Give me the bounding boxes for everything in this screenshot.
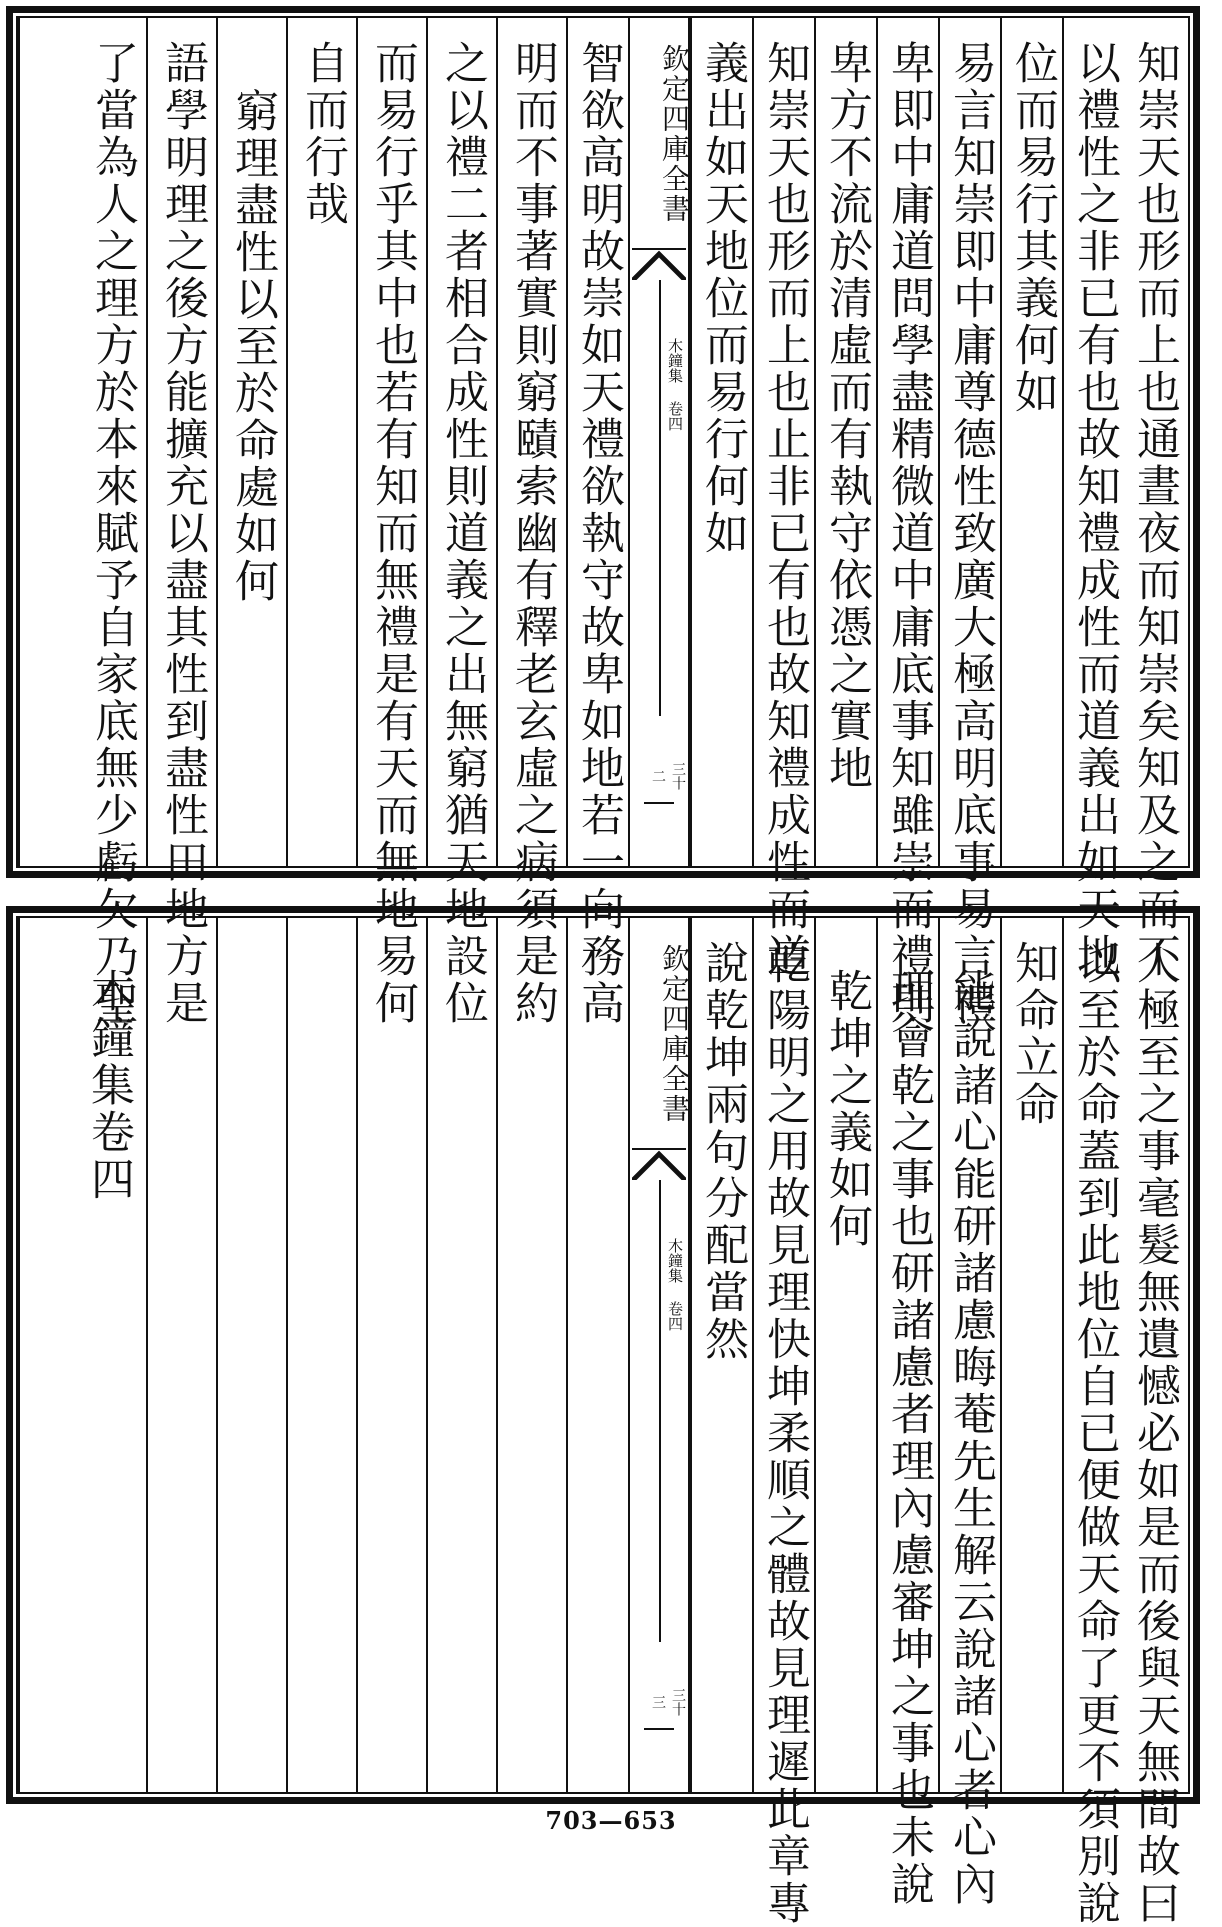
top-page xyxy=(6,6,1200,1027)
bottom-column-14 xyxy=(216,918,286,1792)
top-gutter-book xyxy=(636,338,684,448)
top-column-9-text: 智欲高明故崇如天禮欲執守故卑如地若一向務高 xyxy=(573,40,624,1027)
top-column-11-text: 之以禮二者相合成性則道義之出無窮猶天地設位 xyxy=(437,40,488,1027)
top-column-3 xyxy=(1000,18,1062,866)
top-gutter-volume: 卷四 xyxy=(666,401,684,431)
top-column-7 xyxy=(752,18,814,980)
bottom-center-gutter xyxy=(628,918,690,1792)
bottom-column-5-text: 理會乾之事也研諸慮者理內慮審坤之事也未說 xyxy=(883,968,934,1908)
top-column-9 xyxy=(566,18,628,1027)
top-center-gutter xyxy=(628,18,690,866)
top-column-1-text: 知崇天也形而上也通晝夜而知崇矣知及之而不 xyxy=(1129,40,1180,980)
top-column-12 xyxy=(356,18,426,1027)
bottom-column-13 xyxy=(286,918,356,1792)
top-column-11 xyxy=(426,18,496,1027)
bottom-fishtail-ornament xyxy=(632,1148,686,1180)
bottom-column-7 xyxy=(752,918,814,1927)
top-column-5-text: 卑即中庸道問學盡精微道中庸底事知雖崇而禮則 xyxy=(883,40,934,1027)
bottom-column-4 xyxy=(938,918,1000,1908)
top-gutter-page-number: 三十二 xyxy=(650,762,686,790)
top-column-10-text: 明而不事著實則窮賾索幽有釋老玄虛之病須是約 xyxy=(507,40,558,1027)
top-column-8 xyxy=(690,18,752,866)
bottom-column-2-text: 以至於命蓋到此地位自已便做天命了更不須別說 xyxy=(1069,940,1120,1927)
bottom-column-6 xyxy=(814,918,876,1792)
bottom-column-8-text: 說乾坤兩句分配當然 xyxy=(697,940,748,1363)
top-column-15 xyxy=(146,18,216,1027)
bottom-gutter-book-name: 木鐘集 xyxy=(666,1238,684,1283)
top-column-2-text: 以禮性之非已有也故知禮成性而道義出如天地 xyxy=(1069,40,1120,980)
top-fishtail-ornament xyxy=(632,248,686,280)
top-column-14 xyxy=(216,18,286,866)
bottom-column-15 xyxy=(146,918,216,1792)
bottom-gutter-page-number: 三十三 xyxy=(650,1688,686,1716)
top-column-7-text: 知崇天也形而上也止非已有也故知禮成性而道 xyxy=(759,40,810,980)
top-column-6-text: 卑方不流於清虛而有執守依憑之實地 xyxy=(821,40,872,792)
bottom-gutter-book xyxy=(636,1238,684,1348)
bottom-column-2 xyxy=(1062,918,1124,1927)
bottom-column-3-text: 知命立命 xyxy=(1007,940,1058,1128)
top-column-2 xyxy=(1062,18,1124,980)
bottom-column-1 xyxy=(1124,918,1186,1927)
top-gutter-book-name: 木鐘集 xyxy=(666,338,684,383)
bottom-gutter-volume: 卷四 xyxy=(666,1301,684,1331)
top-column-3-text: 位而易行其義何如 xyxy=(1007,40,1058,416)
bottom-column-9 xyxy=(566,918,636,1792)
top-column-6 xyxy=(814,18,876,866)
top-column-8-text: 義出如天地位而易行何如 xyxy=(697,40,748,557)
bottom-column-5 xyxy=(876,918,938,1908)
top-column-13-text: 自而行哉 xyxy=(297,40,348,228)
top-column-15-text: 語學明理之後方能擴充以盡其性到盡性田地方是 xyxy=(157,40,208,1027)
top-column-14-text: 窮理盡性以至於命處如何 xyxy=(227,88,278,605)
page-reference-number: 703—653 xyxy=(545,1806,677,1835)
bottom-column-1-text: 人極至之事毫髮無遺憾必如是而後與天無間故曰 xyxy=(1129,940,1180,1927)
top-gutter-bar xyxy=(644,802,674,804)
bottom-column-8 xyxy=(690,918,752,1792)
bottom-gutter-bar xyxy=(644,1728,674,1730)
top-column-4 xyxy=(938,18,1000,1027)
top-column-12-text: 而易行乎其中也若有知而無禮是有天而無地易何 xyxy=(367,40,418,1027)
bottom-column-7-text: 乾陽明之用故見理快坤柔順之體故見理遲此章專 xyxy=(759,940,810,1927)
top-column-16-text: 了當為人之理方於本來賦予自家底無少虧欠乃聖 xyxy=(87,40,138,1027)
bottom-gutter-title: 欽定四庫全書 xyxy=(658,944,691,1124)
top-column-4-text: 易言知崇即中庸尊德性致廣大極高明底事易言禮 xyxy=(945,40,996,1027)
top-column-10 xyxy=(496,18,566,1027)
top-column-13 xyxy=(286,18,356,866)
top-column-5 xyxy=(876,18,938,1027)
bottom-column-10 xyxy=(496,918,566,1792)
bottom-column-12 xyxy=(356,918,426,1792)
top-column-16 xyxy=(18,18,146,1027)
bottom-column-16 xyxy=(18,918,146,1792)
bottom-column-6-text: 乾坤之義如何 xyxy=(821,968,872,1250)
bottom-column-3 xyxy=(1000,918,1062,1792)
top-gutter-title: 欽定四庫全書 xyxy=(658,44,691,224)
bottom-title-colophon: 木鐘集卷四 xyxy=(83,968,134,1203)
bottom-column-11 xyxy=(426,918,496,1792)
bottom-column-4-text: 能說諸心能研諸慮晦菴先生解云說諸心者心內 xyxy=(945,968,996,1908)
top-column-1 xyxy=(1124,18,1186,980)
